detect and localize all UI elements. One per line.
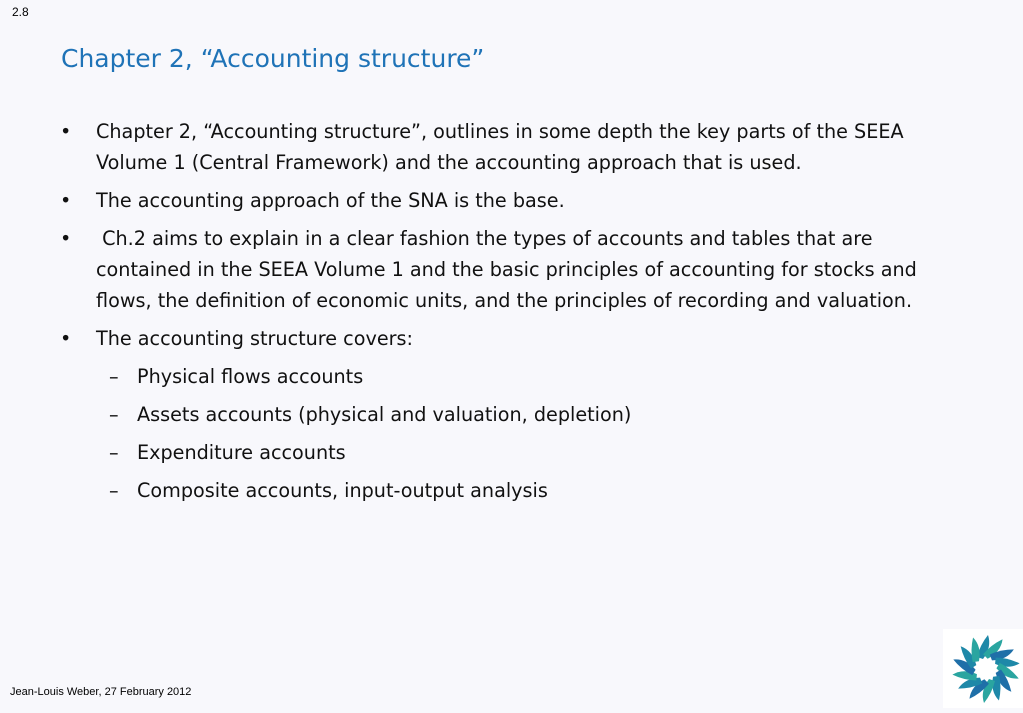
sub-bullet-item xyxy=(60,361,970,392)
sub-bullet-marker: – xyxy=(109,365,119,388)
bullet-text: The accounting approach of the SNA is the base. xyxy=(96,189,565,212)
sub-bullet-text: Expenditure accounts xyxy=(137,441,346,464)
bullet-marker: • xyxy=(60,120,72,143)
bullet-item xyxy=(60,185,970,216)
slide-title: Chapter 2, “Accounting structure” xyxy=(61,44,485,73)
bullet-marker: • xyxy=(60,189,72,212)
sub-bullet-text: Physical flows accounts xyxy=(137,365,364,388)
bullet-marker: • xyxy=(60,327,72,350)
bullet-item xyxy=(60,116,970,178)
bullet-marker: • xyxy=(60,227,72,250)
sub-bullet-marker: – xyxy=(109,441,119,464)
sub-bullet-text: Composite accounts, input-output analysis xyxy=(137,479,548,502)
sub-bullet-marker: – xyxy=(109,479,119,502)
slide-number: 2.8 xyxy=(12,5,29,19)
bullet-text: Chapter 2, “Accounting structure”, outlines in some depth the key parts of the SEEA Volume 1 (Central Framework) and the accounting approach that is used. xyxy=(96,120,904,174)
eea-flower-logo-icon xyxy=(943,629,1023,708)
sub-bullet-item xyxy=(60,475,970,506)
sub-bullet-item xyxy=(60,437,970,468)
sub-bullet-item xyxy=(60,399,970,430)
slide-body xyxy=(60,116,970,513)
bullet-text: The accounting structure covers: xyxy=(96,327,413,350)
bullet-text: Ch.2 aims to explain in a clear fashion the types of accounts and tables that are contained in the SEEA Volume 1 and the basic principles of accounting for stocks and flows, the definition of economic units, and the principles of recording and valuation. xyxy=(96,227,923,312)
bullet-item xyxy=(60,323,970,354)
bullet-item xyxy=(60,223,970,316)
sub-bullet-text: Assets accounts (physical and valuation, depletion) xyxy=(137,403,632,426)
footer-author-date: Jean-Louis Weber, 27 February 2012 xyxy=(10,686,192,698)
sub-bullet-marker: – xyxy=(109,403,119,426)
